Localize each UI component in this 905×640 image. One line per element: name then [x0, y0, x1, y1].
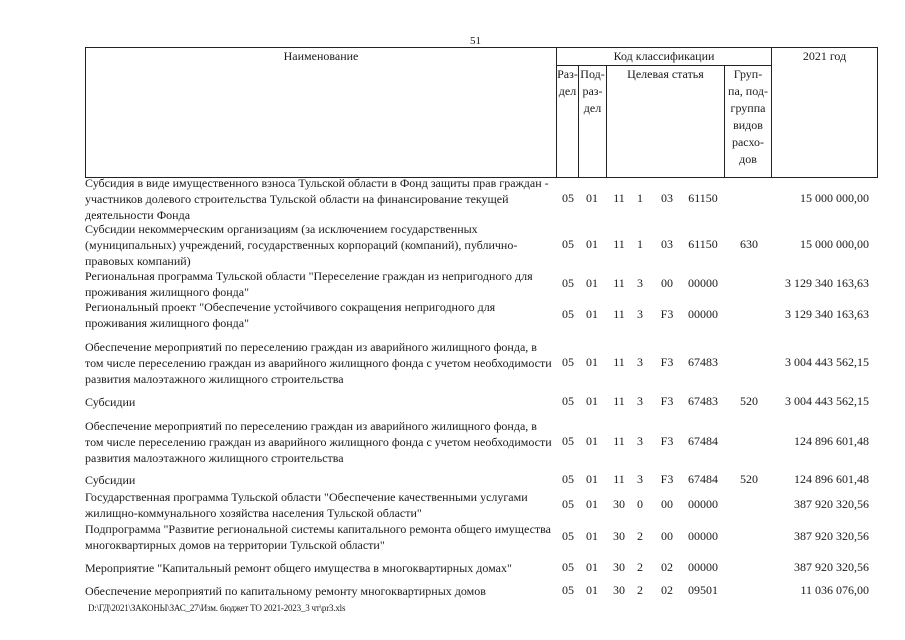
row-pr: 01 — [586, 472, 598, 486]
row-c1: 11 — [613, 472, 625, 486]
row-rz: 05 — [562, 237, 574, 251]
header-target: Целевая статья — [607, 66, 725, 178]
table-row — [85, 394, 877, 418]
row-name: Обеспечение мероприятий по переселению граждан из аварийного жилищного фонда, в том числе переселению граждан из аварийного жилищного фонда с учетом необходимости развития малоэтажного жилищного строительства — [85, 419, 552, 465]
row-c4: 67484 — [688, 472, 718, 486]
page-number: 51 — [470, 35, 481, 47]
row-name: Субсидии — [85, 473, 136, 487]
row-c2: 0 — [637, 497, 643, 511]
row-c2: 3 — [637, 355, 643, 369]
row-amount: 387 920 320,56 — [794, 560, 869, 574]
row-c3: 00 — [661, 497, 673, 511]
table-row — [85, 583, 877, 603]
row-c4: 67483 — [688, 355, 718, 369]
row-rz: 05 — [562, 394, 574, 408]
row-pr: 01 — [586, 355, 598, 369]
row-rz: 05 — [562, 560, 574, 574]
row-c1: 11 — [613, 191, 625, 205]
table-row — [85, 521, 877, 557]
header-year: 2021 год — [772, 48, 878, 178]
row-c3: 02 — [661, 560, 673, 574]
row-name: Государственная программа Тульской области "Обеспечение качественными услугами жилищно-коммунального хозяйства населения Тульской области" — [85, 490, 528, 520]
row-pr: 01 — [586, 434, 598, 448]
table-row — [85, 175, 877, 221]
row-name: Субсидии — [85, 395, 136, 409]
header-group-text: Груп- па, под- группа видов расхо- дов — [728, 67, 768, 166]
header-podrazdel-text: Под- раз- дел — [580, 67, 605, 115]
row-amount: 3 129 340 163,63 — [785, 307, 869, 321]
row-amount: 387 920 320,56 — [794, 497, 869, 511]
row-pr: 01 — [586, 237, 598, 251]
row-c2: 2 — [637, 583, 643, 597]
row-rz: 05 — [562, 276, 574, 290]
row-rz: 05 — [562, 191, 574, 205]
header-podrazdel — [579, 66, 607, 178]
row-c4: 61150 — [688, 237, 718, 251]
row-pr: 01 — [586, 529, 598, 543]
row-c3: 02 — [661, 583, 673, 597]
row-pr: 01 — [586, 583, 598, 597]
row-amount: 124 896 601,48 — [794, 434, 869, 448]
row-pr: 01 — [586, 560, 598, 574]
row-c3: F3 — [660, 307, 674, 321]
row-c3: 00 — [661, 276, 673, 290]
row-name: Обеспечение мероприятий по капитальному ремонту многоквартирных домов — [85, 584, 486, 598]
row-c2: 3 — [637, 307, 643, 321]
row-pr: 01 — [586, 497, 598, 511]
row-c3: F3 — [660, 394, 674, 408]
row-name: Субсидия в виде имущественного взноса Тульской области в Фонд защиты прав граждан - участников долевого строительства Тульской области на финансирование текущей деятельности Фонда — [85, 176, 549, 222]
row-c1: 30 — [613, 497, 625, 511]
row-c2: 1 — [637, 191, 643, 205]
row-c1: 11 — [613, 434, 625, 448]
header-razdel-text: Раз- дел — [557, 67, 578, 98]
table-row — [85, 560, 877, 582]
row-c4: 67484 — [688, 434, 718, 448]
row-c4: 00000 — [688, 497, 718, 511]
row-c4: 00000 — [688, 560, 718, 574]
row-c2: 3 — [637, 472, 643, 486]
header-code: Код классификации — [557, 48, 772, 66]
row-c1: 11 — [613, 355, 625, 369]
row-c3: 00 — [661, 529, 673, 543]
row-name: Мероприятие "Капитальный ремонт общего имущества в многоквартирных домах" — [85, 561, 512, 575]
header-group — [725, 66, 772, 178]
row-c1: 30 — [613, 560, 625, 574]
row-c1: 11 — [613, 394, 625, 408]
row-c4: 00000 — [688, 529, 718, 543]
row-amount: 3 004 443 562,15 — [785, 394, 869, 408]
row-c3: F3 — [660, 434, 674, 448]
row-vr: 630 — [740, 237, 758, 251]
row-c3: 03 — [661, 191, 673, 205]
row-c2: 1 — [637, 237, 643, 251]
table-row — [85, 418, 877, 470]
row-c1: 11 — [613, 307, 625, 321]
header-razdel — [557, 66, 579, 178]
row-amount: 3 129 340 163,63 — [785, 276, 869, 290]
row-amount: 124 896 601,48 — [794, 472, 869, 486]
row-rz: 05 — [562, 307, 574, 321]
header-name: Наименование — [86, 48, 557, 178]
table-row — [85, 299, 877, 339]
row-vr: 520 — [740, 394, 758, 408]
table-row — [85, 339, 877, 391]
row-c2: 3 — [637, 434, 643, 448]
row-name: Подпрограмма "Развитие региональной системы капитального ремонта общего имущества многоквартирных домов на территории Тульской области" — [85, 522, 552, 552]
row-c2: 3 — [637, 276, 643, 290]
table-header — [85, 47, 878, 178]
row-amount: 3 004 443 562,15 — [785, 355, 869, 369]
row-c2: 3 — [637, 394, 643, 408]
row-c4: 61150 — [688, 191, 718, 205]
row-c2: 2 — [637, 560, 643, 574]
row-rz: 05 — [562, 355, 574, 369]
table-row — [85, 489, 877, 521]
row-c4: 67483 — [688, 394, 718, 408]
row-rz: 05 — [562, 497, 574, 511]
row-name: Обеспечение мероприятий по переселению граждан из аварийного жилищного фонда, в том числе переселению граждан из аварийного жилищного фонда с учетом необходимости развития малоэтажного жилищного строительства — [85, 340, 552, 386]
row-rz: 05 — [562, 529, 574, 543]
row-c1: 30 — [613, 529, 625, 543]
row-name: Региональная программа Тульской области "Переселение граждан из непригодного для проживания жилищного фонда" — [85, 269, 533, 299]
file-path-footer: D:\ГД\2021\ЗАКОНЫ\ЗАС_27\Изм. бюджет ТО 2021-2023_3 чт\pr3.xls — [88, 603, 346, 613]
row-c3: F3 — [660, 472, 674, 486]
row-rz: 05 — [562, 583, 574, 597]
table-row — [85, 268, 877, 300]
row-c1: 11 — [613, 237, 625, 251]
row-c1: 30 — [613, 583, 625, 597]
row-amount: 15 000 000,00 — [800, 237, 869, 251]
row-pr: 01 — [586, 276, 598, 290]
row-c4: 00000 — [688, 307, 718, 321]
row-pr: 01 — [586, 394, 598, 408]
row-rz: 05 — [562, 472, 574, 486]
row-c2: 2 — [637, 529, 643, 543]
table-row — [85, 472, 877, 490]
row-c3: F3 — [660, 355, 674, 369]
row-amount: 15 000 000,00 — [800, 191, 869, 205]
row-pr: 01 — [586, 191, 598, 205]
row-pr: 01 — [586, 307, 598, 321]
row-c4: 00000 — [688, 276, 718, 290]
row-name: Региональный проект "Обеспечение устойчивого сокращения непригодного для проживания жилищного фонда" — [85, 300, 496, 330]
row-amount: 387 920 320,56 — [794, 529, 869, 543]
row-amount: 11 036 076,00 — [800, 583, 869, 597]
table-row — [85, 221, 877, 269]
row-rz: 05 — [562, 434, 574, 448]
row-c3: 03 — [661, 237, 673, 251]
row-vr: 520 — [740, 472, 758, 486]
row-c1: 11 — [613, 276, 625, 290]
row-c4: 09501 — [688, 583, 718, 597]
row-name: Субсидии некоммерческим организациям (за исключением государственных (муниципальных) учреждений, государственных корпораций (компаний), публично-правовых компаний) — [85, 222, 518, 268]
